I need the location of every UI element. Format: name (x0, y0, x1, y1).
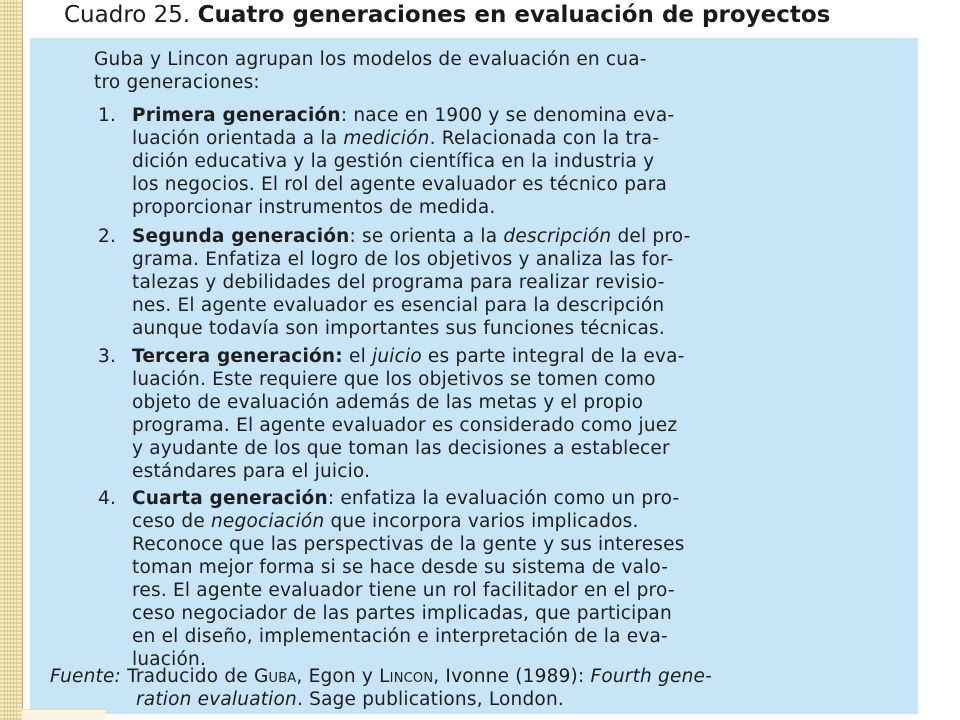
source-work-1: Fourth gene- (590, 666, 712, 687)
item-1-keyword: medición (343, 128, 430, 149)
table-title: Cuatro generaciones en evaluación de proyectos (197, 2, 831, 28)
table-number: Cuadro 25. (64, 2, 191, 28)
source-line-2: ration evaluation. Sage publications, London. (136, 689, 564, 710)
item-3-line-3: objeto de evaluación además de las metas y el propio (132, 392, 644, 413)
item-3-line-5: y ayudante de los que toman las decisiones a establecer (132, 438, 670, 459)
item-2-line-1: Segunda generación: se orienta a la descripción del pro- (132, 226, 691, 247)
source-work-2: ration evaluation (136, 689, 297, 710)
item-1-line-2: luación orientada a la medición. Relacionada con la tra- (132, 128, 660, 149)
item-3-line-1: Tercera generación: el juicio es parte integral de la eva- (132, 346, 685, 367)
item-4-line-3: Reconoce que las perspectivas de la gente y sus intereses (132, 534, 685, 555)
item-3-line-2: luación. Este requiere que los objetivos se tomen como (132, 369, 656, 390)
item-2-keyword: descripción (503, 226, 612, 247)
item-4-line-4: toman mejor forma si se hace desde su sistema de valo- (132, 557, 669, 578)
item-2-number: 2. (98, 226, 117, 247)
item-4-line-2: ceso de negociación que incorpora varios implicados. (132, 511, 639, 532)
item-4-line-1: Cuarta generación: enfatiza la evaluación como un pro- (132, 488, 680, 509)
item-1-term: Primera generación (132, 105, 341, 126)
bottom-decorative-strip (22, 709, 106, 720)
item-4-line-5: res. El agente evaluador tiene un rol facilitador en el pro- (132, 580, 675, 601)
item-4-term: Cuarta generación (132, 488, 328, 509)
item-4-number: 4. (98, 488, 117, 509)
source-line-1: Fuente: Traducido de Guba, Egon y Lincon, Ivonne (1989): Fourth gene- (50, 666, 712, 687)
item-1-line-4: los negocios. El rol del agente evaluador es técnico para (132, 174, 668, 195)
item-1-line-5: proporcionar instrumentos de medida. (132, 197, 496, 218)
page-title (64, 0, 924, 34)
source-label: Fuente: (50, 666, 121, 687)
left-decorative-strip (0, 0, 23, 720)
item-2-line-3: talezas y debilidades del programa para realizar revisio- (132, 272, 665, 293)
item-2-line-4: nes. El agente evaluador es esencial para la descripción (132, 295, 665, 316)
source-author-1: Guba (253, 666, 297, 687)
item-2-term: Segunda generación (132, 226, 350, 247)
item-3-line-4: programa. El agente evaluador es considerado como juez (132, 415, 678, 436)
item-4-keyword: negociación (211, 511, 325, 532)
item-2-line-2: grama. Enfatiza el logro de los objetivos y analiza las for- (132, 249, 674, 270)
intro-line-2: tro generaciones: (94, 72, 260, 93)
item-2-line-5: aunque todavía son importantes sus funciones técnicas. (132, 318, 665, 339)
source-author-2: Lincon (379, 666, 434, 687)
item-3-line-6: estándares para el juicio. (132, 461, 371, 482)
item-3-number: 3. (98, 346, 117, 367)
item-1-line-3: dición educativa y la gestión científica en la industria y (132, 151, 655, 172)
item-3-keyword: juicio (372, 346, 422, 367)
item-1-number: 1. (98, 105, 117, 126)
intro-line-1: Guba y Lincon agrupan los modelos de evaluación en cua- (94, 49, 647, 70)
content-text (30, 38, 918, 714)
item-3-term: Tercera generación: (132, 346, 343, 367)
item-1-line-1: Primera generación: nace en 1900 y se denomina eva- (132, 105, 675, 126)
item-4-line-7: en el diseño, implementación e interpretación de la eva- (132, 626, 668, 647)
item-4-line-6: ceso negociador de las partes implicadas, que participan (132, 603, 672, 624)
item-4-line-8: luación. (132, 649, 207, 670)
left-strip-texture (4, 0, 18, 720)
